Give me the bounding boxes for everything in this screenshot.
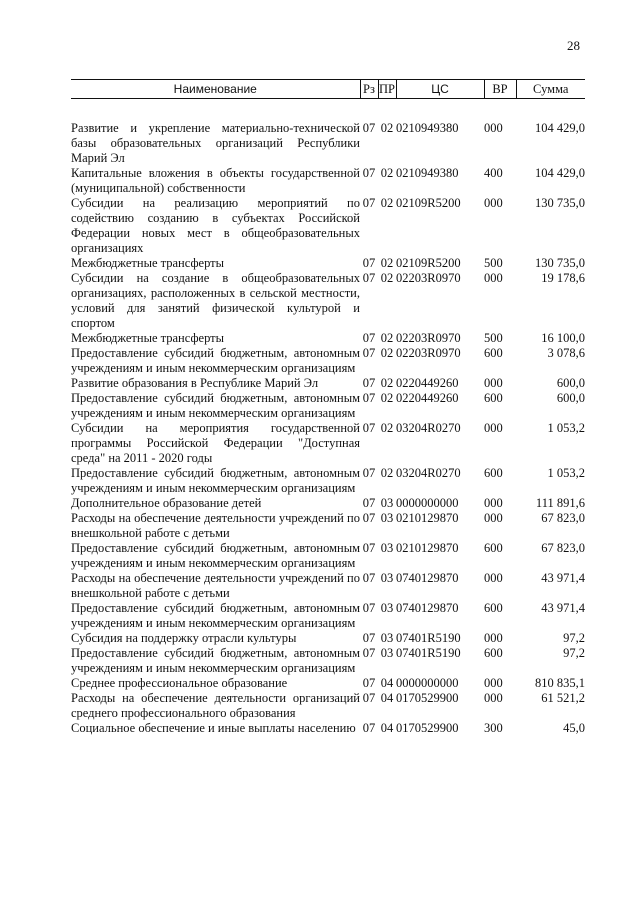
table-row xyxy=(71,331,585,346)
row-rz-cell: 07 xyxy=(362,646,376,660)
table-row xyxy=(71,691,585,721)
row-vr-cell: 500 xyxy=(484,256,503,270)
row-sum-cell: 97,2 xyxy=(563,646,585,660)
row-sum-cell: 67 823,0 xyxy=(541,511,585,525)
header-name: Наименование xyxy=(71,80,360,99)
table-row xyxy=(71,346,585,376)
row-name-cell: Дополнительное образование детей xyxy=(71,496,262,510)
row-name-cell: Социальное обеспечение и иные выплаты населению xyxy=(71,721,356,735)
row-sum-cell: 16 100,0 xyxy=(541,331,585,345)
row-name-cell: Предоставление субсидий бюджетным, автономным учреждениям и иным некоммерческим организациям xyxy=(71,541,360,570)
table-row xyxy=(71,601,585,631)
row-cs-cell: 0210949380 xyxy=(396,166,459,180)
row-vr-cell: 000 xyxy=(484,496,503,510)
row-sum-cell: 19 178,6 xyxy=(541,271,585,285)
row-sum-cell: 130 735,0 xyxy=(535,256,585,270)
table-row xyxy=(71,166,585,196)
row-rz-cell: 07 xyxy=(362,331,376,345)
row-rz-cell: 07 xyxy=(362,466,376,480)
row-name-cell: Межбюджетные трансферты xyxy=(71,256,225,270)
row-cs-cell: 02203R0970 xyxy=(396,346,461,360)
row-sum-cell: 600,0 xyxy=(556,391,585,405)
row-cs-cell: 0740129870 xyxy=(396,601,459,615)
row-cs-cell: 0210949380 xyxy=(396,121,459,135)
row-pr-cell: 03 xyxy=(380,601,394,615)
row-rz-cell: 07 xyxy=(362,346,376,360)
row-name-cell: Субсидии на создание в общеобразовательных организациях, расположенных в сельской местности, условий для занятий физической культурой и спортом xyxy=(71,271,360,330)
table-row xyxy=(71,631,585,646)
row-cs-cell: 0000000000 xyxy=(396,676,459,690)
row-name-cell: Среднее профессиональное образование xyxy=(71,676,288,690)
row-pr-cell: 02 xyxy=(380,346,394,360)
table-row xyxy=(71,391,585,421)
table-row xyxy=(71,646,585,676)
row-name-cell: Развитие образования в Республике Марий Эл xyxy=(71,376,319,390)
row-sum-cell: 61 521,2 xyxy=(541,691,585,705)
row-sum-cell: 43 971,4 xyxy=(541,601,585,615)
row-pr-cell: 02 xyxy=(380,376,394,390)
budget-table xyxy=(71,79,585,736)
row-pr-cell: 04 xyxy=(380,676,394,690)
row-vr-cell: 000 xyxy=(484,196,503,210)
table-row xyxy=(71,496,585,511)
row-rz-cell: 07 xyxy=(362,541,376,555)
row-name-cell: Расходы на обеспечение деятельности организаций среднего профессионального образования xyxy=(71,691,360,720)
row-vr-cell: 600 xyxy=(484,346,503,360)
row-rz-cell: 07 xyxy=(362,121,376,135)
row-vr-cell: 600 xyxy=(484,646,503,660)
row-name-cell: Развитие и укрепление материально-технической базы образовательных организаций Республики Марий Эл xyxy=(71,121,360,165)
row-rz-cell: 07 xyxy=(362,256,376,270)
row-pr-cell: 03 xyxy=(380,541,394,555)
row-sum-cell: 3 078,6 xyxy=(547,346,585,360)
table-row xyxy=(71,466,585,496)
row-name-cell: Расходы на обеспечение деятельности учреждений по внешкольной работе с детьми xyxy=(71,511,360,540)
table-row xyxy=(71,571,585,601)
row-pr-cell: 04 xyxy=(380,721,394,735)
table-row xyxy=(71,256,585,271)
row-sum-cell: 1 053,2 xyxy=(547,466,585,480)
row-rz-cell: 07 xyxy=(362,571,376,585)
row-name-cell: Межбюджетные трансферты xyxy=(71,331,225,345)
row-vr-cell: 000 xyxy=(484,571,503,585)
row-vr-cell: 300 xyxy=(484,721,503,735)
row-cs-cell: 0170529900 xyxy=(396,691,459,705)
table-row xyxy=(71,99,585,167)
row-pr-cell: 02 xyxy=(380,271,394,285)
table-row xyxy=(71,511,585,541)
row-rz-cell: 07 xyxy=(362,676,376,690)
row-cs-cell: 02109R5200 xyxy=(396,256,461,270)
row-vr-cell: 600 xyxy=(484,541,503,555)
row-vr-cell: 000 xyxy=(484,121,503,135)
header-sum: Сумма xyxy=(516,80,585,99)
row-rz-cell: 07 xyxy=(362,271,376,285)
row-cs-cell: 0220449260 xyxy=(396,376,459,390)
row-sum-cell: 104 429,0 xyxy=(535,166,585,180)
row-vr-cell: 000 xyxy=(484,511,503,525)
row-cs-cell: 0210129870 xyxy=(396,541,459,555)
row-cs-cell: 02109R5200 xyxy=(396,196,461,210)
table-row xyxy=(71,541,585,571)
row-pr-cell: 02 xyxy=(380,391,394,405)
row-vr-cell: 600 xyxy=(484,601,503,615)
row-cs-cell: 0740129870 xyxy=(396,571,459,585)
row-pr-cell: 02 xyxy=(380,121,394,135)
row-rz-cell: 07 xyxy=(362,496,376,510)
header-pr: ПР xyxy=(378,80,396,99)
row-pr-cell: 03 xyxy=(380,631,394,645)
row-rz-cell: 07 xyxy=(362,721,376,735)
row-name-cell: Предоставление субсидий бюджетным, автономным учреждениям и иным некоммерческим организациям xyxy=(71,646,360,675)
table-row xyxy=(71,421,585,466)
row-sum-cell: 810 835,1 xyxy=(535,676,585,690)
row-cs-cell: 0210129870 xyxy=(396,511,459,525)
row-vr-cell: 000 xyxy=(484,421,503,435)
row-vr-cell: 000 xyxy=(484,376,503,390)
page-number: 28 xyxy=(567,38,580,53)
table-row xyxy=(71,376,585,391)
row-rz-cell: 07 xyxy=(362,166,376,180)
row-sum-cell: 600,0 xyxy=(556,376,585,390)
row-rz-cell: 07 xyxy=(362,511,376,525)
row-vr-cell: 600 xyxy=(484,466,503,480)
row-pr-cell: 03 xyxy=(380,646,394,660)
row-pr-cell: 02 xyxy=(380,256,394,270)
row-vr-cell: 400 xyxy=(484,166,503,180)
table-row xyxy=(71,271,585,331)
row-sum-cell: 45,0 xyxy=(563,721,585,735)
row-sum-cell: 104 429,0 xyxy=(535,121,585,135)
row-name-cell: Предоставление субсидий бюджетным, автономным учреждениям и иным некоммерческим организациям xyxy=(71,346,360,375)
row-pr-cell: 04 xyxy=(380,691,394,705)
row-sum-cell: 43 971,4 xyxy=(541,571,585,585)
row-cs-cell: 02203R0970 xyxy=(396,331,461,345)
header-rz: Рз xyxy=(360,80,378,99)
row-sum-cell: 130 735,0 xyxy=(535,196,585,210)
row-cs-cell: 03204R0270 xyxy=(396,421,461,435)
row-name-cell: Расходы на обеспечение деятельности учреждений по внешкольной работе с детьми xyxy=(71,571,360,600)
row-cs-cell: 07401R5190 xyxy=(396,646,461,660)
row-name-cell: Предоставление субсидий бюджетным, автономным учреждениям и иным некоммерческим организациям xyxy=(71,466,360,495)
row-pr-cell: 02 xyxy=(380,166,394,180)
row-rz-cell: 07 xyxy=(362,631,376,645)
row-rz-cell: 07 xyxy=(362,196,376,210)
row-vr-cell: 000 xyxy=(484,676,503,690)
row-rz-cell: 07 xyxy=(362,691,376,705)
row-sum-cell: 111 891,6 xyxy=(535,496,585,510)
row-pr-cell: 02 xyxy=(380,421,394,435)
row-rz-cell: 07 xyxy=(362,391,376,405)
row-rz-cell: 07 xyxy=(362,601,376,615)
row-pr-cell: 03 xyxy=(380,571,394,585)
row-cs-cell: 03204R0270 xyxy=(396,466,461,480)
row-cs-cell: 0220449260 xyxy=(396,391,459,405)
row-pr-cell: 02 xyxy=(380,466,394,480)
row-vr-cell: 000 xyxy=(484,691,503,705)
row-cs-cell: 02203R0970 xyxy=(396,271,461,285)
row-name-cell: Субсидии на мероприятия государственной программы Российской Федерации "Доступная среда" на 2011 - 2020 годы xyxy=(71,421,360,465)
row-rz-cell: 07 xyxy=(362,376,376,390)
row-name-cell: Субсидия на поддержку отрасли культуры xyxy=(71,631,297,645)
row-vr-cell: 000 xyxy=(484,271,503,285)
row-cs-cell: 0170529900 xyxy=(396,721,459,735)
row-pr-cell: 02 xyxy=(380,331,394,345)
table-row xyxy=(71,676,585,691)
row-cs-cell: 07401R5190 xyxy=(396,631,461,645)
row-pr-cell: 02 xyxy=(380,196,394,210)
row-rz-cell: 07 xyxy=(362,421,376,435)
row-name-cell: Капитальные вложения в объекты государственной (муниципальной) собственности xyxy=(71,166,360,195)
header-vr: ВР xyxy=(484,80,516,99)
row-pr-cell: 03 xyxy=(380,511,394,525)
table-header-row xyxy=(71,80,585,99)
row-vr-cell: 600 xyxy=(484,391,503,405)
row-sum-cell: 97,2 xyxy=(563,631,585,645)
table-row xyxy=(71,196,585,256)
row-name-cell: Предоставление субсидий бюджетным, автономным учреждениям и иным некоммерческим организациям xyxy=(71,391,360,420)
row-vr-cell: 000 xyxy=(484,631,503,645)
row-name-cell: Субсидии на реализацию мероприятий по содействию созданию в субъектах Российской Федерации новых мест в общеобразовательных организациях xyxy=(71,196,360,255)
row-cs-cell: 0000000000 xyxy=(396,496,459,510)
header-cs: ЦС xyxy=(396,80,484,99)
row-sum-cell: 1 053,2 xyxy=(547,421,585,435)
row-vr-cell: 500 xyxy=(484,331,503,345)
row-name-cell: Предоставление субсидий бюджетным, автономным учреждениям и иным некоммерческим организациям xyxy=(71,601,360,630)
table-body xyxy=(71,99,585,737)
row-pr-cell: 03 xyxy=(380,496,394,510)
table-row xyxy=(71,721,585,736)
row-sum-cell: 67 823,0 xyxy=(541,541,585,555)
